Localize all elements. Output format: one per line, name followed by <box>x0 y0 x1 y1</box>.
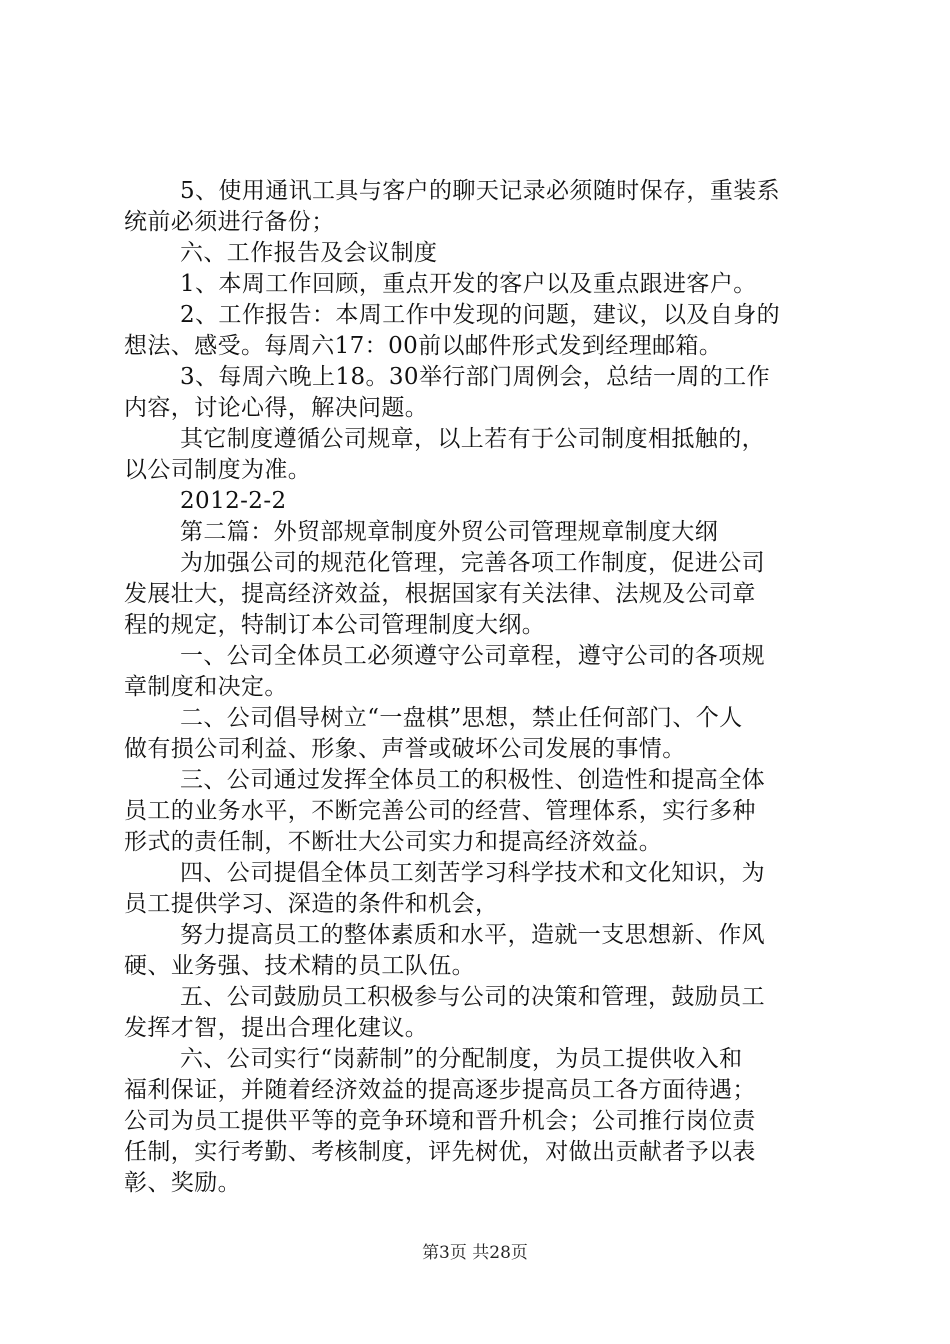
text-line: 发展壮大，提高经济效益，根据国家有关法律、法规及公司章 <box>124 581 756 607</box>
text-line: 程的规定，特制订本公司管理制度大纲。 <box>124 612 546 638</box>
text-line: 为加强公司的规范化管理，完善各项工作制度，促进公司 <box>180 550 765 576</box>
text-line: 形式的责任制，不断壮大公司实力和提高经济效益。 <box>124 829 663 855</box>
text-line: 员工提供学习、深造的条件和机会， <box>124 891 499 917</box>
text-line: 想法、感受。每周六17：00前以邮件形式发到经理邮箱。 <box>124 333 723 359</box>
text-line: 一、公司全体员工必须遵守公司章程，遵守公司的各项规 <box>180 643 765 669</box>
text-line: 员工的业务水平，不断完善公司的经营、管理体系，实行多种 <box>124 798 756 824</box>
document-body <box>124 176 836 1199</box>
text-line: 统前必须进行备份； <box>124 209 335 235</box>
text-line: 其它制度遵循公司规章，以上若有于公司制度相抵触的， <box>180 426 765 452</box>
text-line: 三、公司通过发挥全体员工的积极性、创造性和提高全体 <box>180 767 765 793</box>
text-line: 五、公司鼓励员工积极参与公司的决策和管理，鼓励员工 <box>180 984 765 1010</box>
text-line: 四、公司提倡全体员工刻苦学习科学技术和文化知识，为 <box>180 860 765 886</box>
text-line: 内容，讨论心得，解决问题。 <box>124 395 429 421</box>
text-line: 六、工作报告及会议制度 <box>180 240 438 266</box>
text-line: 2012-2-2 <box>180 488 287 514</box>
text-line: 公司为员工提供平等的竞争环境和晋升机会；公司推行岗位责 <box>124 1108 756 1134</box>
text-line: 5、使用通讯工具与客户的聊天记录必须随时保存，重装系 <box>180 178 781 204</box>
text-line: 3、每周六晚上18。30举行部门周例会，总结一周的工作 <box>180 364 770 390</box>
text-line: 福利保证，并随着经济效益的提高逐步提高员工各方面待遇； <box>124 1077 756 1103</box>
text-line: 2、工作报告：本周工作中发现的问题，建议，以及自身的 <box>180 302 781 328</box>
text-line: 任制，实行考勤、考核制度，评先树优，对做出贡献者予以表 <box>124 1139 756 1165</box>
text-line: 六、公司实行“岗薪制”的分配制度，为员工提供收入和 <box>180 1046 743 1072</box>
text-line: 第二篇：外贸部规章制度外贸公司管理规章制度大纲 <box>180 519 719 545</box>
page-footer: 第3页 共28页 <box>422 1243 528 1263</box>
text-line: 硬、业务强、技术精的员工队伍。 <box>124 953 475 979</box>
text-line: 做有损公司利益、形象、声誉或破坏公司发展的事情。 <box>124 736 686 762</box>
text-line: 二、公司倡导树立“一盘棋”思想，禁止任何部门、个人 <box>180 705 743 731</box>
text-line: 发挥才智，提出合理化建议。 <box>124 1015 429 1041</box>
text-line: 1、本周工作回顾，重点开发的客户以及重点跟进客户。 <box>180 271 757 297</box>
text-line: 以公司制度为准。 <box>124 457 312 483</box>
text-line: 努力提高员工的整体素质和水平，造就一支思想新、作风 <box>180 922 765 948</box>
text-line: 章制度和决定。 <box>124 674 288 700</box>
text-line: 彰、奖励。 <box>124 1170 241 1196</box>
